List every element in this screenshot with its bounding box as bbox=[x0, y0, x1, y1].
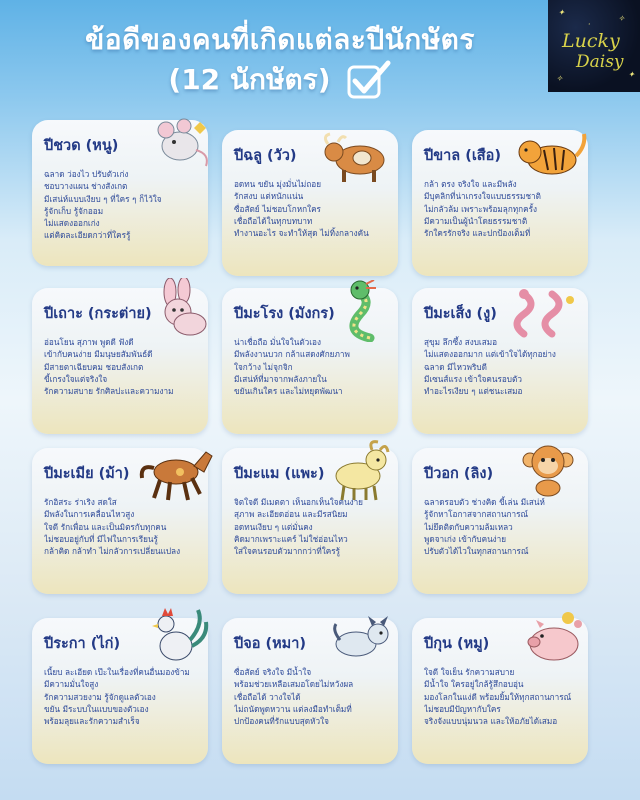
card-line: พร้อมลุยและรักความสำเร็จ bbox=[44, 716, 140, 727]
card-line: ไม่แสดงออกมาก แต่เข้าใจได้ทุกอย่าง bbox=[424, 349, 556, 360]
zodiac-card-pig bbox=[412, 618, 588, 764]
card-line: มีพลังในการเคลื่อนไหวสูง bbox=[44, 509, 135, 520]
card-line: ไม่ชอบอยู่กับที่ มีไฟในการเรียนรู้ bbox=[44, 533, 158, 544]
rat-icon bbox=[144, 114, 216, 174]
zodiac-card-dragon bbox=[222, 288, 398, 434]
card-line: มีเสน่ห์ที่มาจากพลังภายใน bbox=[234, 373, 327, 384]
card-line: เข้ากับคนง่าย มีมนุษยสัมพันธ์ดี bbox=[44, 349, 153, 360]
card-line: คิดมากเพราะแคร์ ไม่ใช่อ่อนไหว bbox=[234, 533, 348, 544]
card-line: มองโลกในแง่ดี พร้อมยิ้มให้ทุกสถานการณ์ bbox=[424, 691, 572, 702]
card-line: ชอบวางแผน ช่างสังเกต bbox=[44, 181, 128, 192]
card-line: แต่คิดละเอียดกว่าที่ใครรู้ bbox=[44, 230, 131, 241]
card-line: สุขุม ลึกซึ้ง สงบเสมอ bbox=[424, 337, 498, 347]
card-line: รู้จักเก็บ รู้จักออม bbox=[44, 205, 104, 216]
card-title: ปีกุน (หมู) bbox=[424, 636, 490, 652]
card-line: ไม่แสดงออกเก่ง bbox=[44, 218, 100, 229]
card-title: ปีเถาะ (กระต่าย) bbox=[44, 306, 152, 322]
zodiac-card-snake bbox=[412, 288, 588, 434]
card-line: มีบุคลิกที่น่าเกรงใจแบบธรรมชาติ bbox=[424, 191, 541, 202]
rabbit-icon bbox=[148, 278, 214, 344]
card-line: ปกป้องคนที่รักแบบสุดหัวใจ bbox=[234, 716, 329, 727]
logo-text-lucky: Lucky bbox=[562, 30, 620, 52]
card-line: เชื่อถือได้ วางใจได้ bbox=[234, 691, 301, 702]
card-line: รู้จักหาโอกาสจากสถานการณ์ bbox=[424, 509, 529, 520]
card-line: มีความเป็นผู้นำโดยธรรมชาติ bbox=[424, 215, 528, 226]
card-line: เชื่อถือได้ในทุกบทบาท bbox=[234, 215, 313, 226]
card-line: พร้อมช่วยเหลือเสมอโดยไม่หวังผล bbox=[234, 679, 354, 690]
zodiac-card-horse bbox=[32, 448, 208, 594]
card-line: กล้า ตรง จริงใจ และมีพลัง bbox=[424, 179, 517, 189]
card-line: มีเสน่ห์แบบเงียบ ๆ ที่ใคร ๆ ก็ไว้ใจ bbox=[44, 193, 162, 204]
zodiac-card-rabbit bbox=[32, 288, 208, 434]
card-line: ซื่อสัตย์ จริงใจ มีน้ำใจ bbox=[234, 667, 312, 677]
zodiac-card-tiger bbox=[412, 130, 588, 276]
pig-icon bbox=[518, 606, 588, 672]
card-line: ฉลาด ว่องไว ปรับตัวเก่ง bbox=[44, 169, 129, 179]
card-line: มีพลังงานบวก กล้าแสดงศักยภาพ bbox=[234, 349, 350, 360]
logo-text-daisy: Daisy bbox=[576, 52, 624, 72]
card-line: รักอิสระ ร่าเริง สดใส bbox=[44, 497, 117, 507]
rooster-icon bbox=[144, 604, 210, 674]
card-title: ปีจอ (หมา) bbox=[234, 636, 306, 652]
card-line: ทำอะไรเงียบ ๆ แต่ชนะเสมอ bbox=[424, 386, 523, 397]
card-line: พูดจาเก่ง เข้ากับคนง่าย bbox=[424, 533, 507, 544]
card-line: มีความมั่นใจสูง bbox=[44, 679, 99, 690]
card-line: มีเซนส์แรง เข้าใจคนรอบตัว bbox=[424, 373, 522, 384]
card-title: ปีมะโรง (มังกร) bbox=[234, 306, 335, 322]
card-title: ปีวอก (ลิง) bbox=[424, 466, 494, 482]
card-line: อดทน ขยัน มุ่งมั่นไม่ถอย bbox=[234, 179, 322, 189]
checkmark-icon bbox=[346, 59, 392, 101]
card-line: สุภาพ ละเอียดอ่อน และมีรสนิยม bbox=[234, 509, 348, 520]
card-title: ปีขาล (เสือ) bbox=[424, 148, 501, 164]
card-title: ปีฉลู (วัว) bbox=[234, 148, 297, 164]
card-line: รักความสบาย รักศิลปะและความงาม bbox=[44, 386, 174, 397]
dog-icon bbox=[326, 610, 398, 670]
card-title: ปีมะแม (แพะ) bbox=[234, 466, 325, 482]
card-line: มีสายตาเฉียบคม ชอบสังเกต bbox=[44, 361, 144, 372]
card-line: น่าเชื่อถือ มั่นใจในตัวเอง bbox=[234, 337, 321, 347]
card-line: ปรับตัวได้ไวในทุกสถานการณ์ bbox=[424, 546, 529, 557]
page-title: ข้อดีของคนที่เกิดแต่ละปีนักษัตร bbox=[85, 23, 475, 56]
card-line: ขยันเกินใคร และไม่หยุดพัฒนา bbox=[234, 386, 343, 397]
card-line: จริงจังแบบนุ่มนวล และให้อภัยได้เสมอ bbox=[424, 716, 558, 727]
card-line: ฉลาด มีไหวพริบดี bbox=[424, 361, 487, 372]
zodiac-card-goat bbox=[222, 448, 398, 594]
card-title: ปีระกา (ไก่) bbox=[44, 636, 121, 652]
card-line: จิตใจดี มีเมตตา เห็นอกเห็นใจคนง่าย bbox=[234, 497, 363, 507]
zodiac-card-monkey bbox=[412, 448, 588, 594]
card-title: ปีชวด (หนู) bbox=[44, 138, 119, 154]
subtitle-row bbox=[0, 58, 560, 102]
zodiac-card-ox bbox=[222, 130, 398, 276]
zodiac-card-rat bbox=[32, 120, 208, 266]
card-line: ฉลาดรอบตัว ช่างคิด ขี้เล่น มีเสน่ห์ bbox=[424, 497, 545, 507]
card-line: ไม่กลัวล้ม เพราะพร้อมลุกทุกครั้ง bbox=[424, 203, 538, 214]
card-line: รักความสวยงาม รู้จักดูแลตัวเอง bbox=[44, 691, 156, 702]
card-line: ใจกว้าง ไม่จุกจิก bbox=[234, 361, 293, 372]
card-line: ซื่อสัตย์ ไม่ชอบโกหกใคร bbox=[234, 203, 321, 214]
card-title: ปีมะเมีย (ม้า) bbox=[44, 466, 130, 482]
page-subtitle: (12 นักษัตร) bbox=[168, 63, 331, 96]
zodiac-card-rooster bbox=[32, 618, 208, 764]
card-line: ขยัน มีระบบในแบบของตัวเอง bbox=[44, 703, 149, 714]
card-line: มีน้ำใจ ใครอยู่ใกล้รู้สึกอบอุ่น bbox=[424, 679, 524, 690]
card-line: ไม่ชอบมีปัญหากับใคร bbox=[424, 703, 501, 714]
monkey-icon bbox=[516, 438, 580, 502]
card-line: เนี้ยบ ละเอียด เป๊ะในเรื่องที่คนอื่นมองข้าม bbox=[44, 667, 190, 677]
card-line: ใจดี รักเพื่อน และเป็นมิตรกับทุกคน bbox=[44, 521, 167, 532]
card-line: รักใครรักจริง และปกป้องเต็มที่ bbox=[424, 228, 531, 239]
card-line: ใส่ใจคนรอบตัวมากกว่าที่ใครรู้ bbox=[234, 546, 341, 557]
zodiac-card-dog bbox=[222, 618, 398, 764]
card-line: กล้าคิด กล้าทำ ไม่กลัวการเปลี่ยนแปลง bbox=[44, 546, 181, 557]
card-line: ไม่ถนัดพูดหวาน แต่ลงมือทำเต็มที่ bbox=[234, 703, 352, 714]
card-line: อดทนเงียบ ๆ แต่มั่นคง bbox=[234, 521, 313, 532]
card-line: ไม่ยึดติดกับความล้มเหลว bbox=[424, 521, 513, 532]
card-line: ทำงานอะไร จะทำให้สุด ไม่ทิ้งกลางคัน bbox=[234, 228, 369, 239]
brand-logo: ✦ ✧ · ✦ ✧ Lucky Daisy bbox=[548, 0, 640, 92]
card-title: ปีมะเส็ง (งู) bbox=[424, 306, 497, 322]
card-line: ขี้เกรงใจแต่จริงใจ bbox=[44, 373, 108, 384]
card-line: รักสงบ แต่หนักแน่น bbox=[234, 191, 304, 202]
card-line: อ่อนโยน สุภาพ พูดดี ฟังดี bbox=[44, 337, 134, 347]
card-line: ใจดี ใจเย็น รักความสบาย bbox=[424, 667, 515, 677]
